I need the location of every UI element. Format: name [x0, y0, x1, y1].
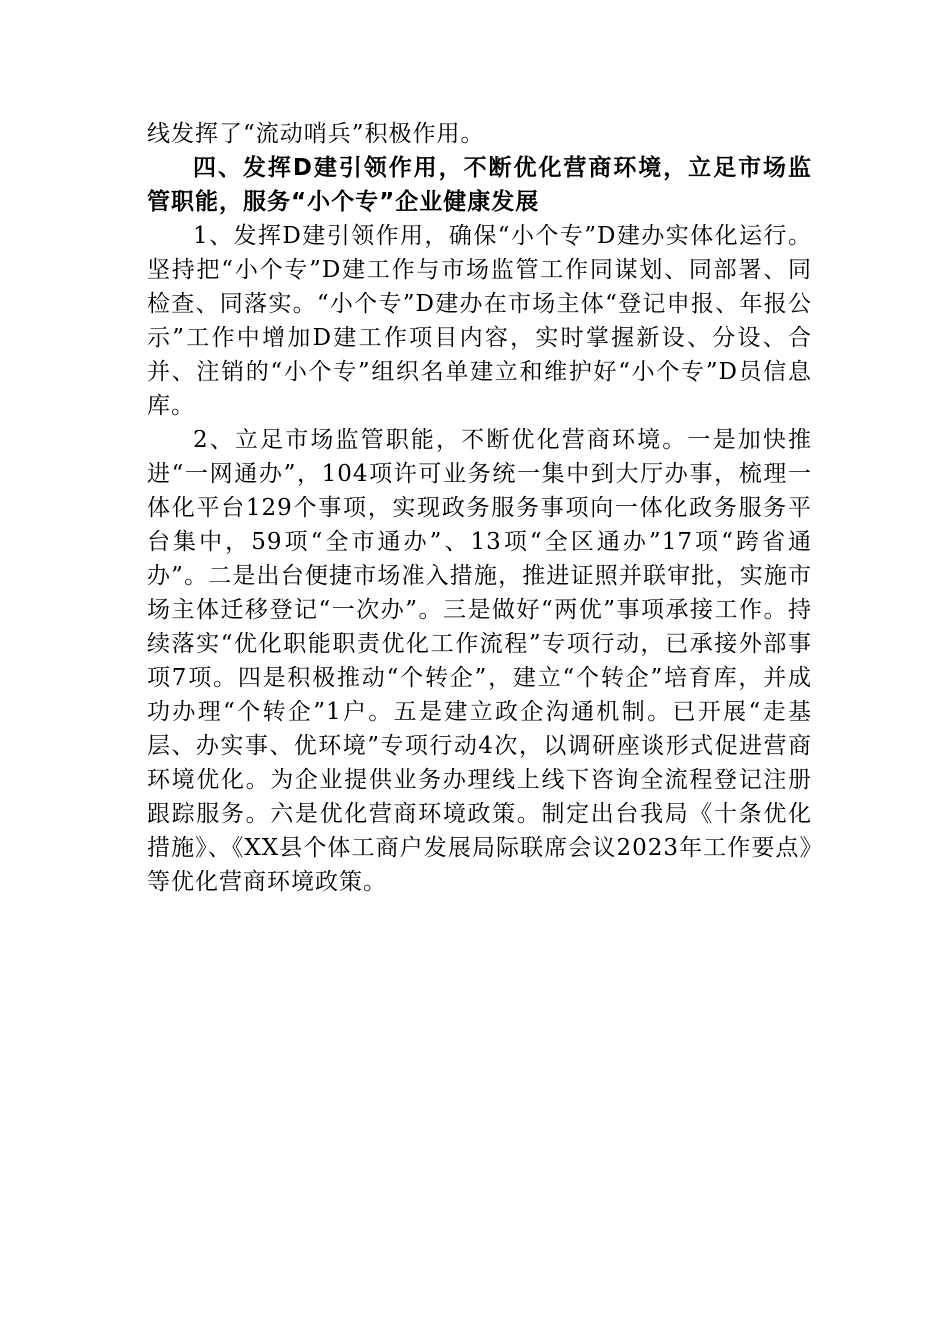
section-heading: 四、发挥D建引领作用，不断优化营商环境，立足市场监管职能，服务“小个专”企业健康发展	[147, 155, 812, 215]
paragraph-party-building: 1、发挥D建引领作用，确保“小个专”D建办实体化运行。坚持把“小个专”D建工作与市场监管工作同谋划、同部署、同检查、同落实。“小个专”D建办在市场主体“登记申报、年报公示”工作中增加D建工作项目内容，实时掌握新设、分设、合并、注销的“小个专”组织名单建立和维护好“小个专”D员信息库。	[147, 223, 812, 419]
intro-line: 线发挥了“流动哨兵”积极作用。	[147, 121, 485, 147]
paragraph-business-environment: 2、立足市场监管职能，不断优化营商环境。一是加快推进“一网通办”，104项许可业务统一集中到大厅办事，梳理一体化平台129个事项，实现政务服务事项向一体化政务服务平台集中，59项“全市通办”、13项“全区通办”17项“跨省通办”。二是出台便捷市场准入措施，推进证照并联审批，实施市场主体迁移登记“一次办”。三是做好“两优”事项承接工作。持续落实“优化职能职责优化工作流程”专项行动，已承接外部事项7项。四是积极推动“个转企”，建立“个转企”培育库，并成功办理“个转企”1户。五是建立政企沟通机制。已开展“走基层、办实事、优环境”专项行动4次，以调研座谈形式促进营商环境优化。为企业提供业务办理线上线下咨询全流程登记注册跟踪服务。六是优化营商环境政策。制定出台我局《十条优化措施》、《XX县个体工商户发展局际联席会议2023年工作要点》等优化营商环境政策。	[147, 427, 812, 895]
document-body	[147, 117, 812, 899]
